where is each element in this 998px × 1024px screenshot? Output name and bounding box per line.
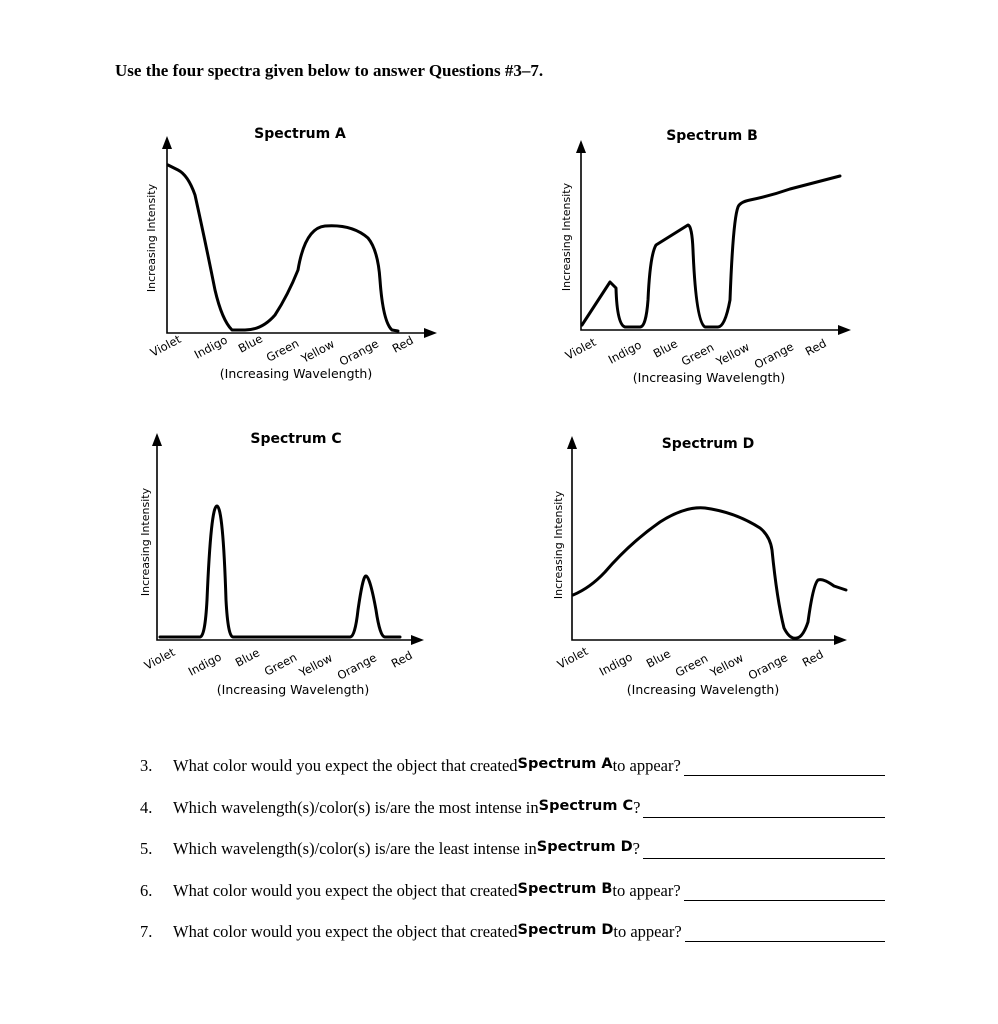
spectrum-d-tick-orange: Orange (745, 650, 790, 683)
spectrum-c-tick-yellow: Yellow (296, 650, 335, 680)
question-spectrum-name: Spectrum D (517, 922, 614, 938)
spectrum-d-curve (573, 508, 846, 639)
spectrum-d-title: Spectrum D (661, 436, 755, 452)
question-text-end: to appear? (612, 880, 681, 900)
spectrum-c-tick-red: Red (388, 648, 415, 671)
question-3 (140, 756, 885, 798)
question-5 (140, 839, 885, 881)
question-number: 4. (140, 797, 153, 817)
spectrum-d-axes (572, 443, 840, 640)
spectrum-c-panel (139, 431, 424, 697)
question-text: What color would you expect the object that created (173, 922, 518, 941)
spectrum-d-tick-indigo: Indigo (596, 649, 635, 679)
spectrum-d-x-arrow (834, 635, 847, 645)
spectrum-a-title: Spectrum A (254, 126, 346, 142)
answer-blank-5[interactable] (643, 839, 885, 859)
spectrum-c-tick-green: Green (261, 649, 300, 679)
spectrum-a-tick-red: Red (389, 333, 416, 356)
question-text: What color would you expect the object that created (173, 756, 518, 775)
spectrum-a-tick-indigo: Indigo (191, 332, 230, 362)
question-text: What color would you expect the object that created (173, 880, 518, 900)
spectrum-c-tick-blue: Blue (232, 645, 262, 670)
spectrum-d-x-label: (Increasing Wavelength) (626, 682, 780, 697)
spectrum-a-tick-blue: Blue (235, 331, 265, 356)
spectrum-d-y-label: Increasing Intensity (552, 490, 565, 600)
question-list (140, 756, 885, 964)
spectrum-d-tick-green: Green (672, 650, 711, 680)
question-text: Which wavelength(s)/color(s) is/are the least intense in (173, 839, 537, 858)
spectrum-c-tick-violet: Violet (141, 644, 178, 673)
instruction-text: Use the four spectra given below to answer Questions #3–7. (115, 61, 544, 80)
spectrum-d-tick-blue: Blue (643, 646, 673, 671)
spectrum-b-x-label: (Increasing Wavelength) (632, 370, 786, 385)
spectrum-b-tick-green: Green (678, 339, 717, 369)
question-spectrum-name: Spectrum A (517, 756, 613, 772)
spectrum-a-curve (168, 165, 398, 331)
question-spectrum-name: Spectrum B (517, 880, 613, 897)
spectrum-b-y-arrow (576, 140, 586, 153)
spectrum-b-x-arrow (838, 325, 851, 335)
spectrum-c-x-arrow (411, 635, 424, 645)
spectrum-a-tick-violet: Violet (147, 331, 184, 360)
spectrum-b-tick-blue: Blue (650, 336, 680, 361)
question-spectrum-name: Spectrum C (538, 797, 634, 814)
spectrum-b-y-label: Increasing Intensity (560, 182, 573, 292)
question-number: 6. (140, 880, 153, 900)
spectrum-b-panel (560, 128, 851, 385)
spectrum-b-tick-yellow: Yellow (713, 339, 752, 369)
spectrum-b-tick-red: Red (802, 336, 829, 359)
question-7 (140, 922, 885, 964)
spectrum-a-tick-orange: Orange (336, 336, 381, 369)
spectrum-c-y-arrow (152, 433, 162, 446)
question-number: 5. (140, 839, 153, 858)
spectrum-c-curve (160, 506, 400, 637)
question-number: 3. (140, 756, 153, 775)
spectrum-d-tick-violet: Violet (554, 643, 591, 672)
question-number: 7. (140, 922, 153, 941)
spectrum-b-tick-orange: Orange (751, 339, 796, 372)
spectrum-c-tick-indigo: Indigo (185, 649, 224, 679)
spectrum-a-y-label: Increasing Intensity (145, 183, 158, 293)
spectrum-b-tick-indigo: Indigo (605, 337, 644, 367)
question-6 (140, 881, 885, 923)
spectrum-a-y-arrow (162, 136, 172, 149)
answer-blank-6[interactable] (684, 881, 885, 901)
answer-blank-3[interactable] (684, 756, 885, 776)
spectrum-c-y-label: Increasing Intensity (139, 487, 152, 597)
spectrum-b-axes (581, 147, 842, 330)
question-text-end: ? (633, 797, 641, 817)
spectrum-d-panel (552, 436, 847, 697)
question-text-end: to appear? (612, 756, 681, 775)
spectrum-a-tick-green: Green (263, 335, 302, 365)
answer-blank-7[interactable] (685, 922, 885, 942)
spectrum-c-tick-orange: Orange (334, 650, 379, 683)
spectrum-c-title: Spectrum C (250, 431, 342, 447)
question-text: Which wavelength(s)/color(s) is/are the most intense in (173, 797, 539, 817)
spectrum-d-tick-red: Red (799, 647, 826, 670)
spectrum-a-panel (145, 126, 437, 381)
spectrum-b-curve (582, 176, 840, 327)
spectrum-a-x-label: (Increasing Wavelength) (219, 366, 373, 381)
question-text-end: ? (632, 839, 640, 858)
spectrum-a-x-arrow (424, 328, 437, 338)
spectrum-a-axes (167, 143, 430, 333)
question-text-end: to appear? (613, 922, 682, 941)
spectrum-b-title: Spectrum B (666, 128, 758, 144)
spectrum-b-tick-violet: Violet (562, 334, 599, 363)
spectrum-d-y-arrow (567, 436, 577, 449)
spectrum-c-x-label: (Increasing Wavelength) (216, 682, 370, 697)
question-4 (140, 798, 885, 840)
spectrum-d-tick-yellow: Yellow (707, 650, 746, 680)
spectrum-a-tick-yellow: Yellow (298, 336, 337, 366)
question-spectrum-name: Spectrum D (536, 839, 633, 855)
answer-blank-4[interactable] (643, 798, 885, 818)
